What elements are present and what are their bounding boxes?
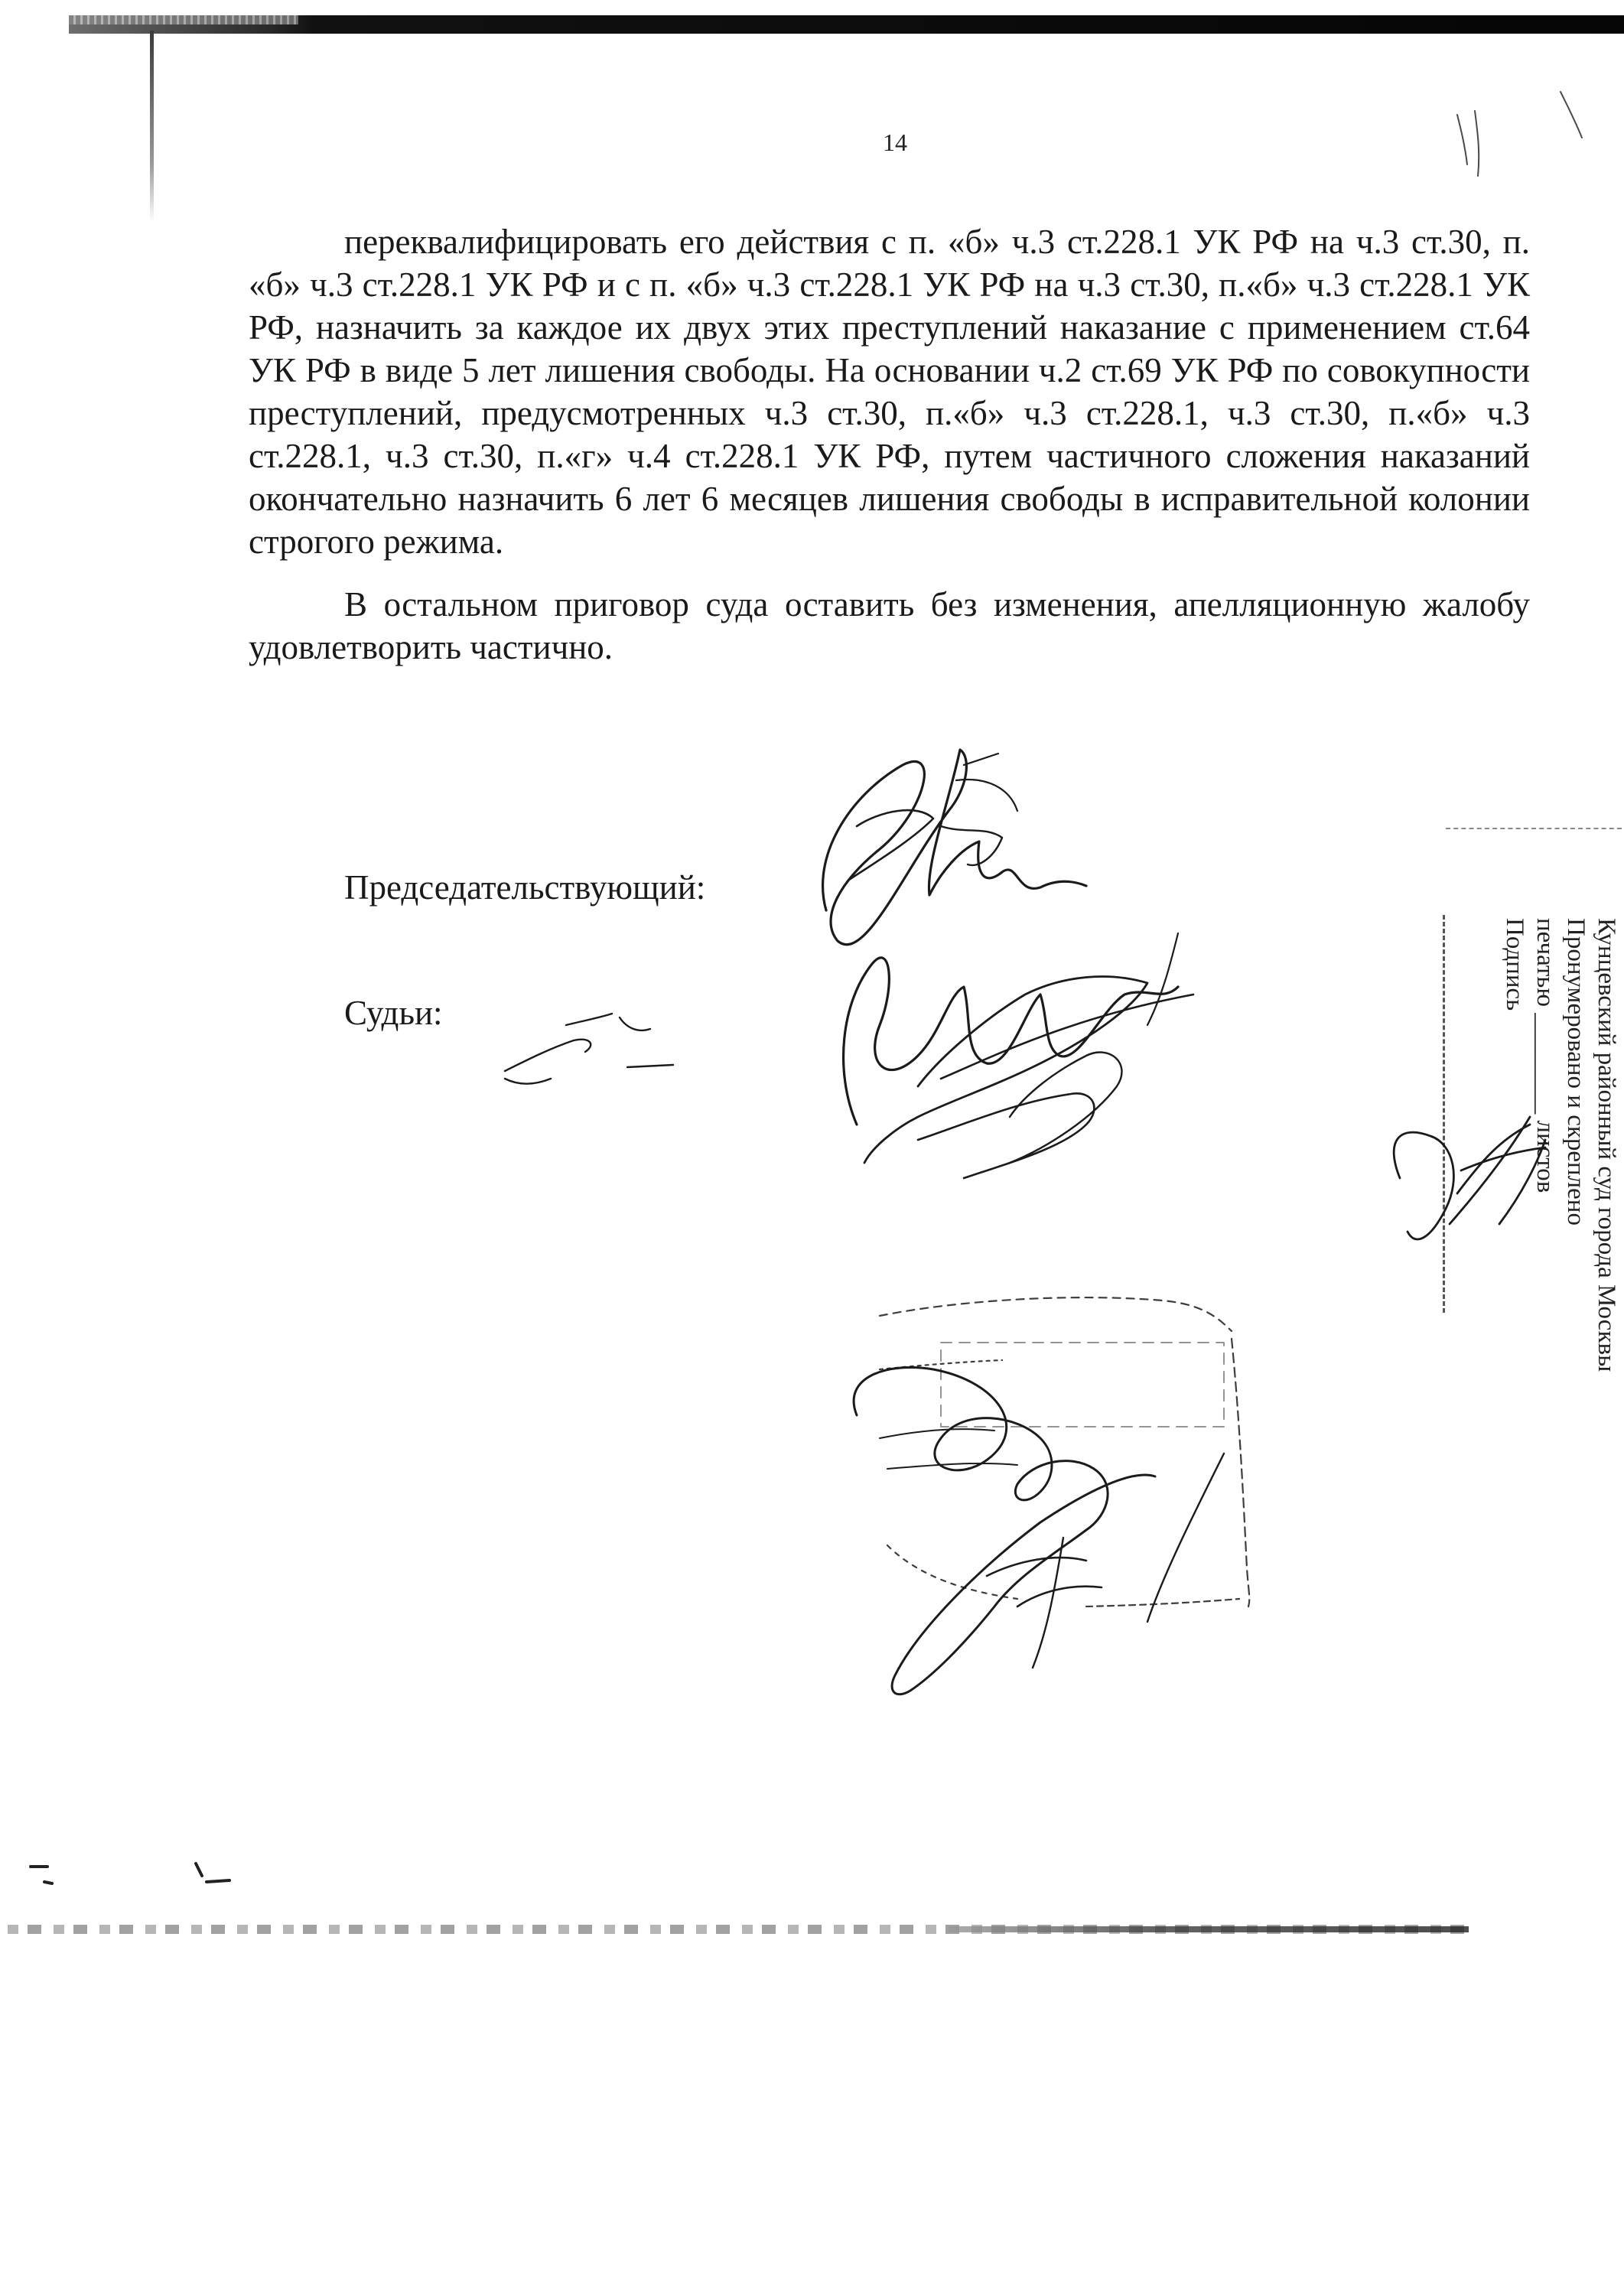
stamp-signature	[854, 1368, 1155, 1694]
court-name: Кунцевский районный суд города Москвы	[1593, 918, 1620, 1372]
margin-signature	[1394, 1117, 1545, 1239]
numbered-sealed-text: Пронумеровано и скреплено	[1562, 918, 1590, 1226]
sheets-count-text: печатью ________ листов	[1531, 918, 1559, 1193]
paragraph-remainder: В остальном приговор суда оставить без изменения, апелляционную жалобу удовлетворить частично.	[249, 585, 1530, 666]
presiding-signature	[823, 750, 1086, 945]
judge-signature-1	[844, 958, 1178, 1125]
presiding-judge-label: Председательствующий:	[344, 868, 706, 907]
judges-label: Судьи:	[344, 994, 443, 1032]
page-number: 14	[883, 129, 907, 156]
judge-signature-small	[505, 1014, 673, 1084]
scan-specks	[31, 1864, 229, 1883]
paragraph-requalification: переквалифицировать его действия с п. «б» ч.3 ст.228.1 УК РФ на ч.3 ст.30, п. «б» ч.3 ст.228.1 УК РФ и с п. «б» ч.3 ст.228.1 УК РФ на ч.3 ст.30, п.«б» ч.3 ст.228.1 УК РФ, назначить за каждое их двух этих преступлений наказание с применением ст.64 УК РФ в виде 5 лет лишения свободы. На основании ч.2 ст.69 УК РФ по совокупности преступлений, предусмотренных ч.3 ст.30, п.«б» ч.3 ст.228.1, ч.3 ст.30, п.«б» ч.3 ст.228.1, ч.3 ст.30, п.«г» ч.4 ст.228.1 УК РФ, путем частичного сложения наказаний окончательно назначить 6 лет 6 месяцев лишения свободы в исправительной колонии строгого режима.	[249, 223, 1530, 561]
margin-mark-top	[1457, 92, 1582, 176]
signature-caption: Подпись	[1501, 918, 1528, 1011]
